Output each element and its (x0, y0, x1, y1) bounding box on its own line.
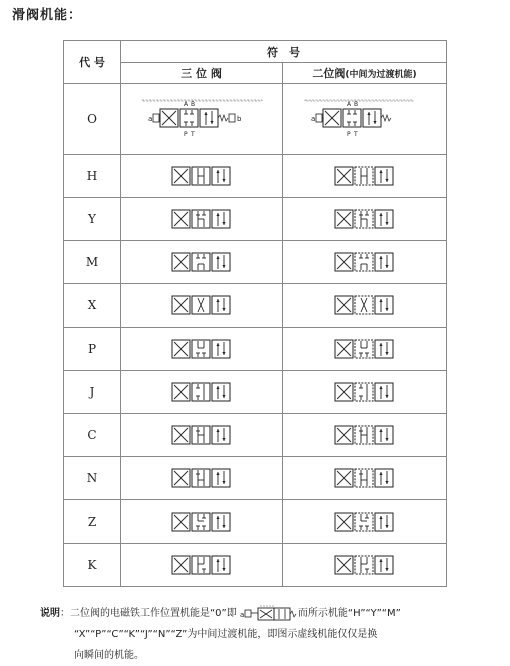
three-position-symbol-y (170, 209, 234, 229)
row-code: Z (64, 500, 121, 543)
table-row (64, 284, 447, 327)
three-position-symbol-x (170, 295, 234, 315)
two-position-symbol-k (333, 555, 397, 575)
three-position-symbol-n (170, 468, 234, 488)
svg-text:P: P (346, 130, 351, 138)
two-position-symbol-z (333, 512, 397, 532)
svg-text:a: a (147, 114, 152, 123)
two-position-cell (283, 414, 447, 457)
three-position-cell (121, 370, 283, 413)
table-row (64, 197, 447, 240)
row-code: K (64, 543, 121, 586)
row-code: J (64, 370, 121, 413)
two-position-cell (283, 197, 447, 240)
two-position-cell (283, 543, 447, 586)
svg-text:P: P (183, 130, 188, 138)
svg-text:a: a (239, 611, 245, 619)
three-position-cell (121, 414, 283, 457)
three-position-symbol-z (170, 512, 234, 532)
table-row (64, 500, 447, 543)
three-position-cell (121, 327, 283, 370)
table-row (64, 84, 447, 154)
two-position-cell (283, 84, 447, 154)
three-position-cell (121, 500, 283, 543)
page-title: 滑阀机能： (12, 8, 83, 23)
two-position-symbol-c (333, 425, 397, 445)
three-position-cell (121, 241, 283, 284)
two-position-symbol-j (333, 382, 397, 402)
three-position-symbol-h (170, 166, 234, 186)
three-position-full-symbol-o (132, 95, 272, 143)
two-position-symbol-p (333, 339, 397, 359)
three-position-cell (121, 543, 283, 586)
three-position-symbol-p (170, 339, 234, 359)
svg-text:T: T (353, 130, 358, 138)
two-position-cell (283, 370, 447, 413)
note-line3: 向瞬间的机能。 (74, 650, 144, 661)
note-line1a: ：二位阀的电磁铁工作位置机能是“0”即 (60, 608, 237, 619)
header-three-position: 三 位 阀 (121, 63, 283, 84)
svg-text:a: a (310, 114, 315, 123)
svg-text:b: b (236, 114, 241, 123)
note (40, 603, 470, 666)
two-position-full-symbol-o (295, 95, 435, 143)
note-label: 说明 (40, 608, 60, 619)
svg-text:B: B (190, 100, 195, 108)
three-position-cell (121, 457, 283, 500)
two-position-symbol-h (333, 166, 397, 186)
row-code: M (64, 241, 121, 284)
table-row (64, 241, 447, 284)
three-position-cell (121, 284, 283, 327)
two-position-cell (283, 500, 447, 543)
row-code: P (64, 327, 121, 370)
note-line2: “X”“P”“C”“K”“J”“N”“Z”为中间过渡机能，即图示虚线机能仅仅是换 (74, 629, 378, 640)
two-position-symbol-x (333, 295, 397, 315)
row-code: X (64, 284, 121, 327)
svg-text:A: A (183, 100, 188, 108)
table-row (64, 370, 447, 413)
row-code: H (64, 154, 121, 197)
three-position-symbol-m (170, 252, 234, 272)
row-code: O (64, 84, 121, 154)
note-line1b: 而所示机能“H”“Y”“M” (297, 608, 401, 619)
header-symbol: 符 号 (121, 41, 447, 63)
two-position-symbol-n (333, 468, 397, 488)
three-position-symbol-k (170, 555, 234, 575)
table-row (64, 543, 447, 586)
table-row (64, 154, 447, 197)
two-position-cell (283, 241, 447, 284)
three-position-cell (121, 154, 283, 197)
three-position-cell (121, 84, 283, 154)
two-position-cell (283, 457, 447, 500)
three-position-symbol-c (170, 425, 234, 445)
two-position-symbol-m (333, 252, 397, 272)
table-row (64, 414, 447, 457)
row-code: Y (64, 197, 121, 240)
header-two-position: 二位阀(中间为过渡机能) (283, 63, 447, 84)
three-position-cell (121, 197, 283, 240)
spool-function-table (63, 40, 447, 587)
three-position-symbol-j (170, 382, 234, 402)
mini-valve-icon (240, 605, 298, 621)
svg-text:A: A (346, 100, 351, 108)
row-code: N (64, 457, 121, 500)
table-row (64, 327, 447, 370)
two-position-cell (283, 284, 447, 327)
header-code: 代 号 (64, 41, 121, 84)
two-position-cell (283, 154, 447, 197)
svg-text:T: T (190, 130, 195, 138)
svg-text:B: B (353, 100, 358, 108)
two-position-symbol-y (333, 209, 397, 229)
two-position-cell (283, 327, 447, 370)
row-code: C (64, 414, 121, 457)
table-row (64, 457, 447, 500)
